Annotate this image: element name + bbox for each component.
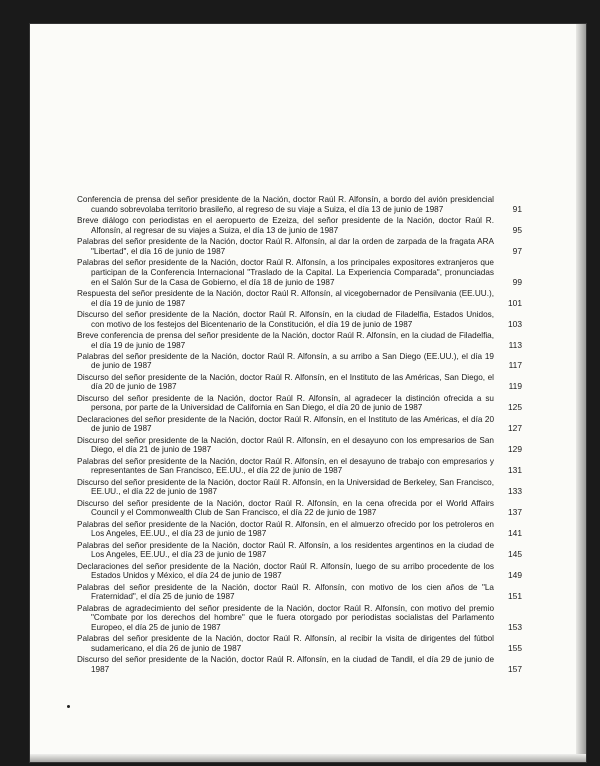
toc-entry xyxy=(77,195,522,215)
toc-entry-page-number: 157 xyxy=(508,664,522,675)
toc-entry xyxy=(77,352,522,372)
ink-dot xyxy=(67,705,70,708)
toc-entry-title: Breve diálogo con periodistas en el aeropuerto de Ezeiza, del señor presidente de la Nación, doctor Raúl R. Alfonsín, al regresar de su viajes a Suiza, el día 13 de junio de 1987 xyxy=(77,215,494,235)
toc-entry xyxy=(77,331,522,351)
toc-entry xyxy=(77,634,522,654)
toc-entry xyxy=(77,216,522,236)
toc-entry-page-number: 95 xyxy=(512,224,522,235)
toc-entry xyxy=(77,541,522,561)
toc-entry-page-number: 91 xyxy=(512,203,522,214)
toc-entry xyxy=(77,415,522,435)
toc-entry-title: Conferencia de prensa del señor presidente de la Nación, doctor Raúl R. Alfonsín, a bordo del avión presidencial cuando sobrevolaba territorio brasileño, al regreso de su viaje a Suiza, el día 13 de junio de 1987 xyxy=(77,195,494,214)
toc-entry-page-number: 153 xyxy=(508,622,522,633)
toc-entry-title: Palabras del señor presidente de la Nación, doctor Raúl R. Alfonsín, con motivo de los cien años de "La Fraternidad", el día 25 de junio de 1987 xyxy=(77,582,494,602)
toc-entry xyxy=(77,499,522,519)
toc-entry-page-number: 131 xyxy=(508,465,522,476)
toc-entry-title: Palabras del señor presidente de la Nación, doctor Raúl R. Alfonsín, al recibir la visita de dirigentes del fútbol sudamericano, el día 26 de junio de 1987 xyxy=(77,634,494,654)
toc-entry-title: Respuesta del señor presidente de la Nación, doctor Raúl R. Alfonsín, al vicegobernador de Pensilvania (EE.UU.), el día 19 de junio de 1987 xyxy=(77,288,494,308)
toc-entry xyxy=(77,394,522,414)
toc-entry-page-number: 149 xyxy=(508,570,522,581)
toc-entry-title: Declaraciones del señor presidente de la Nación, doctor Raúl R. Alfonsín, en el Instituto de las Américas, el día 20 de junio de 1987 xyxy=(77,414,494,434)
toc-entry-page-number: 103 xyxy=(508,318,522,329)
toc-entry xyxy=(77,457,522,477)
toc-entry-title: Palabras de agradecimiento del señor presidente de la Nación, doctor Raúl R. Alfonsín, con motivo del premio "Combate por los derechos del hombre" que le fuera otorgado por periodistas socialistas del Parlamento Europeo, el día 25 de junio de 1987 xyxy=(77,603,494,633)
toc-entry-page-number: 101 xyxy=(508,297,522,308)
toc-entry-page-number: 155 xyxy=(508,643,522,654)
toc-entry-title: Discurso del señor presidente de la Nación, doctor Raúl R. Alfonsín, en la ciudad de Tandil, el día 29 de junio de 1987 xyxy=(77,655,494,675)
toc-entry-title: Discurso del señor presidente de la Nación, doctor Raúl R. Alfonsín, en el Instituto de las Américas, San Diego, el día 20 de junio de 1987 xyxy=(77,372,494,392)
page-edge-right xyxy=(576,24,586,762)
toc-entry-page-number: 145 xyxy=(508,549,522,560)
toc-entry-page-number: 113 xyxy=(508,339,522,350)
toc-entry xyxy=(77,562,522,582)
toc-entry-title: Discurso del señor presidente de la Nación, doctor Raúl R. Alfonsín, en la ciudad de Filadelfia, Estados Unidos, con motivo de los festejos del Bicentenario de la Constitución, el día 19 de junio de 1987 xyxy=(77,309,494,329)
toc-entry-title: Palabras del señor presidente de la Nación, doctor Raúl R. Alfonsín, en el almuerzo ofrecido por los petroleros en Los Angeles, EE.UU., el día 23 de junio de 1987 xyxy=(77,519,494,539)
toc-entry xyxy=(77,258,522,287)
toc-entry-title: Discurso del señor presidente de la Nación, doctor Raúl R. Alfonsín, en el desayuno con los empresarios de San Diego, el día 21 de junio de 1987 xyxy=(77,435,494,455)
toc-entry-page-number: 97 xyxy=(512,245,522,256)
toc-entry-title: Palabras del señor presidente de la Nación, doctor Raúl R. Alfonsín, en el desayuno de trabajo con empresarios y representantes de San Francisco, EE.UU., el día 22 de junio de 1987 xyxy=(77,456,494,476)
toc-entry xyxy=(77,604,522,633)
page-edge-bottom xyxy=(30,754,586,762)
document-page xyxy=(30,24,586,762)
toc-entry xyxy=(77,520,522,540)
toc-entry-title: Palabras del señor presidente de la Nación, doctor Raúl R. Alfonsín, a los residentes argentinos en la ciudad de Los Angeles, EE.UU., el día 23 de junio de 1987 xyxy=(77,540,494,560)
toc-entry xyxy=(77,436,522,456)
toc-entry-page-number: 127 xyxy=(508,423,522,434)
toc-entry-page-number: 119 xyxy=(508,381,522,392)
toc-entry xyxy=(77,478,522,498)
toc-entry xyxy=(77,655,522,675)
toc-entry xyxy=(77,583,522,603)
toc-entry-page-number: 151 xyxy=(508,591,522,602)
toc-entry-page-number: 99 xyxy=(512,276,522,287)
toc-entry-title: Discurso del señor presidente de la Nación, doctor Raúl R. Alfonsín, en la Universidad de Berkeley, San Francisco, EE.UU., el día 22 de junio de 1987 xyxy=(77,477,494,497)
toc-entry xyxy=(77,310,522,330)
toc-entry-page-number: 141 xyxy=(508,528,522,539)
toc-entry-title: Palabras del señor presidente de la Nación, doctor Raúl R. Alfonsín, a su arribo a San Diego (EE.UU.), el día 19 de junio de 1987 xyxy=(77,351,494,371)
toc-entry-title: Breve conferencia de prensa del señor presidente de la Nación, doctor Raúl R. Alfonsín, en la ciudad de Filadelfia, el día 19 de junio de 1987 xyxy=(77,330,494,350)
table-of-contents xyxy=(77,195,522,676)
toc-entry xyxy=(77,237,522,257)
toc-entry-title: Palabras del señor presidente de la Nación, doctor Raúl R. Alfonsín, a los principales expositores extranjeros que participan de la Conferencia Internacional "Traslado de la Capital. La Experiencia Comparada", pronunciadas en el Salón Sur de la Casa de Gobierno, el día 18 de junio de 1987 xyxy=(77,257,494,287)
toc-entry-page-number: 133 xyxy=(508,486,522,497)
toc-entry xyxy=(77,289,522,309)
toc-entry-page-number: 125 xyxy=(508,402,522,413)
toc-entry-title: Discurso del señor presidente de la Nación, doctor Raúl R. Alfonsín, en la cena ofrecida por el World Affairs Council y el Commonwealth Club de San Francisco, el día 22 de junio de 1987 xyxy=(77,498,494,518)
toc-entry xyxy=(77,373,522,393)
toc-entry-page-number: 117 xyxy=(508,360,522,371)
toc-entry-title: Declaraciones del señor presidente de la Nación, doctor Raúl R. Alfonsín, luego de su arribo procedente de los Estados Unidos y México, el día 24 de junio de 1987 xyxy=(77,561,494,581)
toc-entry-title: Palabras del señor presidente de la Nación, doctor Raúl R. Alfonsín, al dar la orden de zarpada de la fragata ARA "Libertad", el día 16 de junio de 1987 xyxy=(77,236,494,256)
toc-entry-title: Discurso del señor presidente de la Nación, doctor Raúl R. Alfonsín, al agradecer la distinción ofrecida a su persona, por parte de la Universidad de California en San Diego, el día 20 de junio de 1987 xyxy=(77,393,494,413)
toc-entry-page-number: 137 xyxy=(508,507,522,518)
toc-entry-page-number: 129 xyxy=(508,444,522,455)
